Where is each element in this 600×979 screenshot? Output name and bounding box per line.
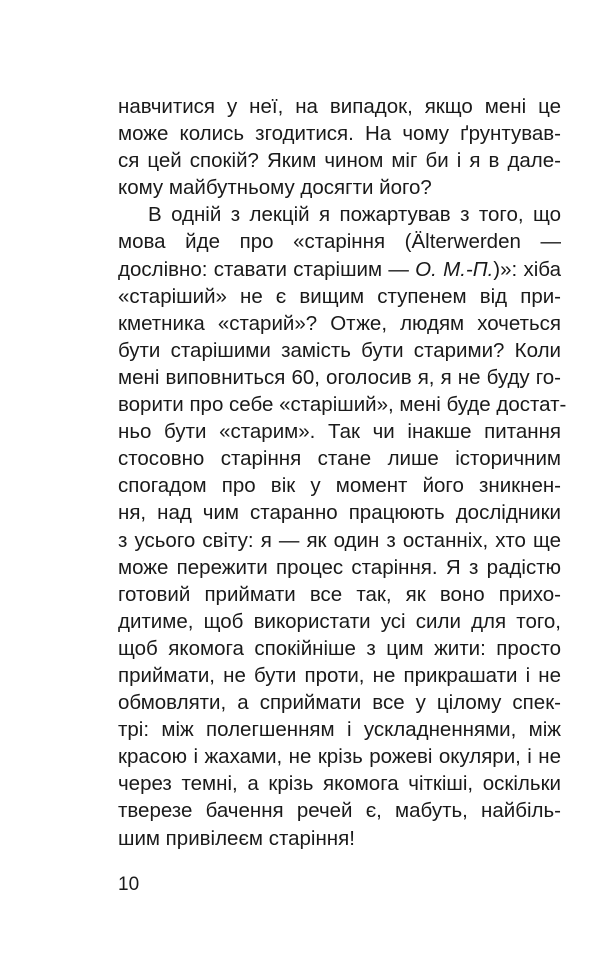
text-line: стосовно старіння стане лише історичним bbox=[118, 447, 561, 471]
text-line: дитиме, щоб використати усі сили для того, bbox=[118, 609, 561, 633]
text-segment: дослівно: ставати старішим — bbox=[118, 257, 416, 281]
author-initials: О. М.-П. bbox=[415, 257, 494, 281]
text-line: кметника «старий»? Отже, людям хочеться bbox=[118, 311, 561, 335]
text-line: приймати, не бути проти, не прикрашати і не bbox=[118, 663, 561, 687]
text-line: тверезе бачення речей є, мабуть, найбіль- bbox=[118, 799, 561, 823]
text-line: красою і жахами, не крізь рожеві окуляри, і не bbox=[118, 745, 561, 769]
text-line: ворити про себе «старіший», мені буде достат- bbox=[118, 393, 567, 417]
text-line: може колись згодитися. На чому ґрунтував- bbox=[118, 122, 561, 146]
text-line: мова йде про «старіння (Älterwerden — bbox=[118, 230, 561, 254]
text-line: готовий приймати все так, як воно прихо- bbox=[118, 582, 561, 606]
text-line: ньо бути «старим». Так чи інакше питання bbox=[118, 420, 561, 444]
text-line: навчитися у неї, на випадок, якщо мені це bbox=[118, 95, 561, 118]
text-line: В одній з лекцій я пожартував з того, що bbox=[148, 203, 561, 227]
text-segment: )»: хіба bbox=[493, 257, 561, 281]
text-line: щоб якомога спокійніше з цим жити: просто bbox=[118, 636, 561, 660]
text-line: спогадом про вік у момент його зникнен- bbox=[118, 474, 561, 498]
text-line: трі: між полегшенням і ускладненнями, між bbox=[118, 718, 561, 742]
text-line: через темні, а крізь якомога чіткіші, оскільки bbox=[118, 772, 561, 796]
text-line: обмовляти, а сприймати все у цілому спек- bbox=[118, 691, 561, 715]
text-line: шим привілеєм старіння! bbox=[118, 826, 355, 850]
text-line: може пережити процес старіння. Я з радістю bbox=[118, 555, 561, 579]
body-text bbox=[118, 93, 567, 852]
text-line: бути старішими замість бути старими? Коли bbox=[118, 338, 561, 362]
text-line: мені виповниться 60, оголосив я, я не буду го- bbox=[118, 365, 561, 389]
text-line: ня, над чим старанно працюють дослідники bbox=[118, 501, 561, 525]
text-line: з усього світу: я — як один з останніх, хто ще bbox=[118, 528, 561, 552]
page-number: 10 bbox=[118, 874, 140, 895]
text-line bbox=[118, 256, 561, 283]
text-line: «старіший» не є вищим ступенем від при- bbox=[118, 284, 561, 308]
text-line: кому майбутньому досягти його? bbox=[118, 176, 432, 200]
text-line: ся цей спокій? Яким чином міг би і я в дале- bbox=[118, 149, 561, 173]
